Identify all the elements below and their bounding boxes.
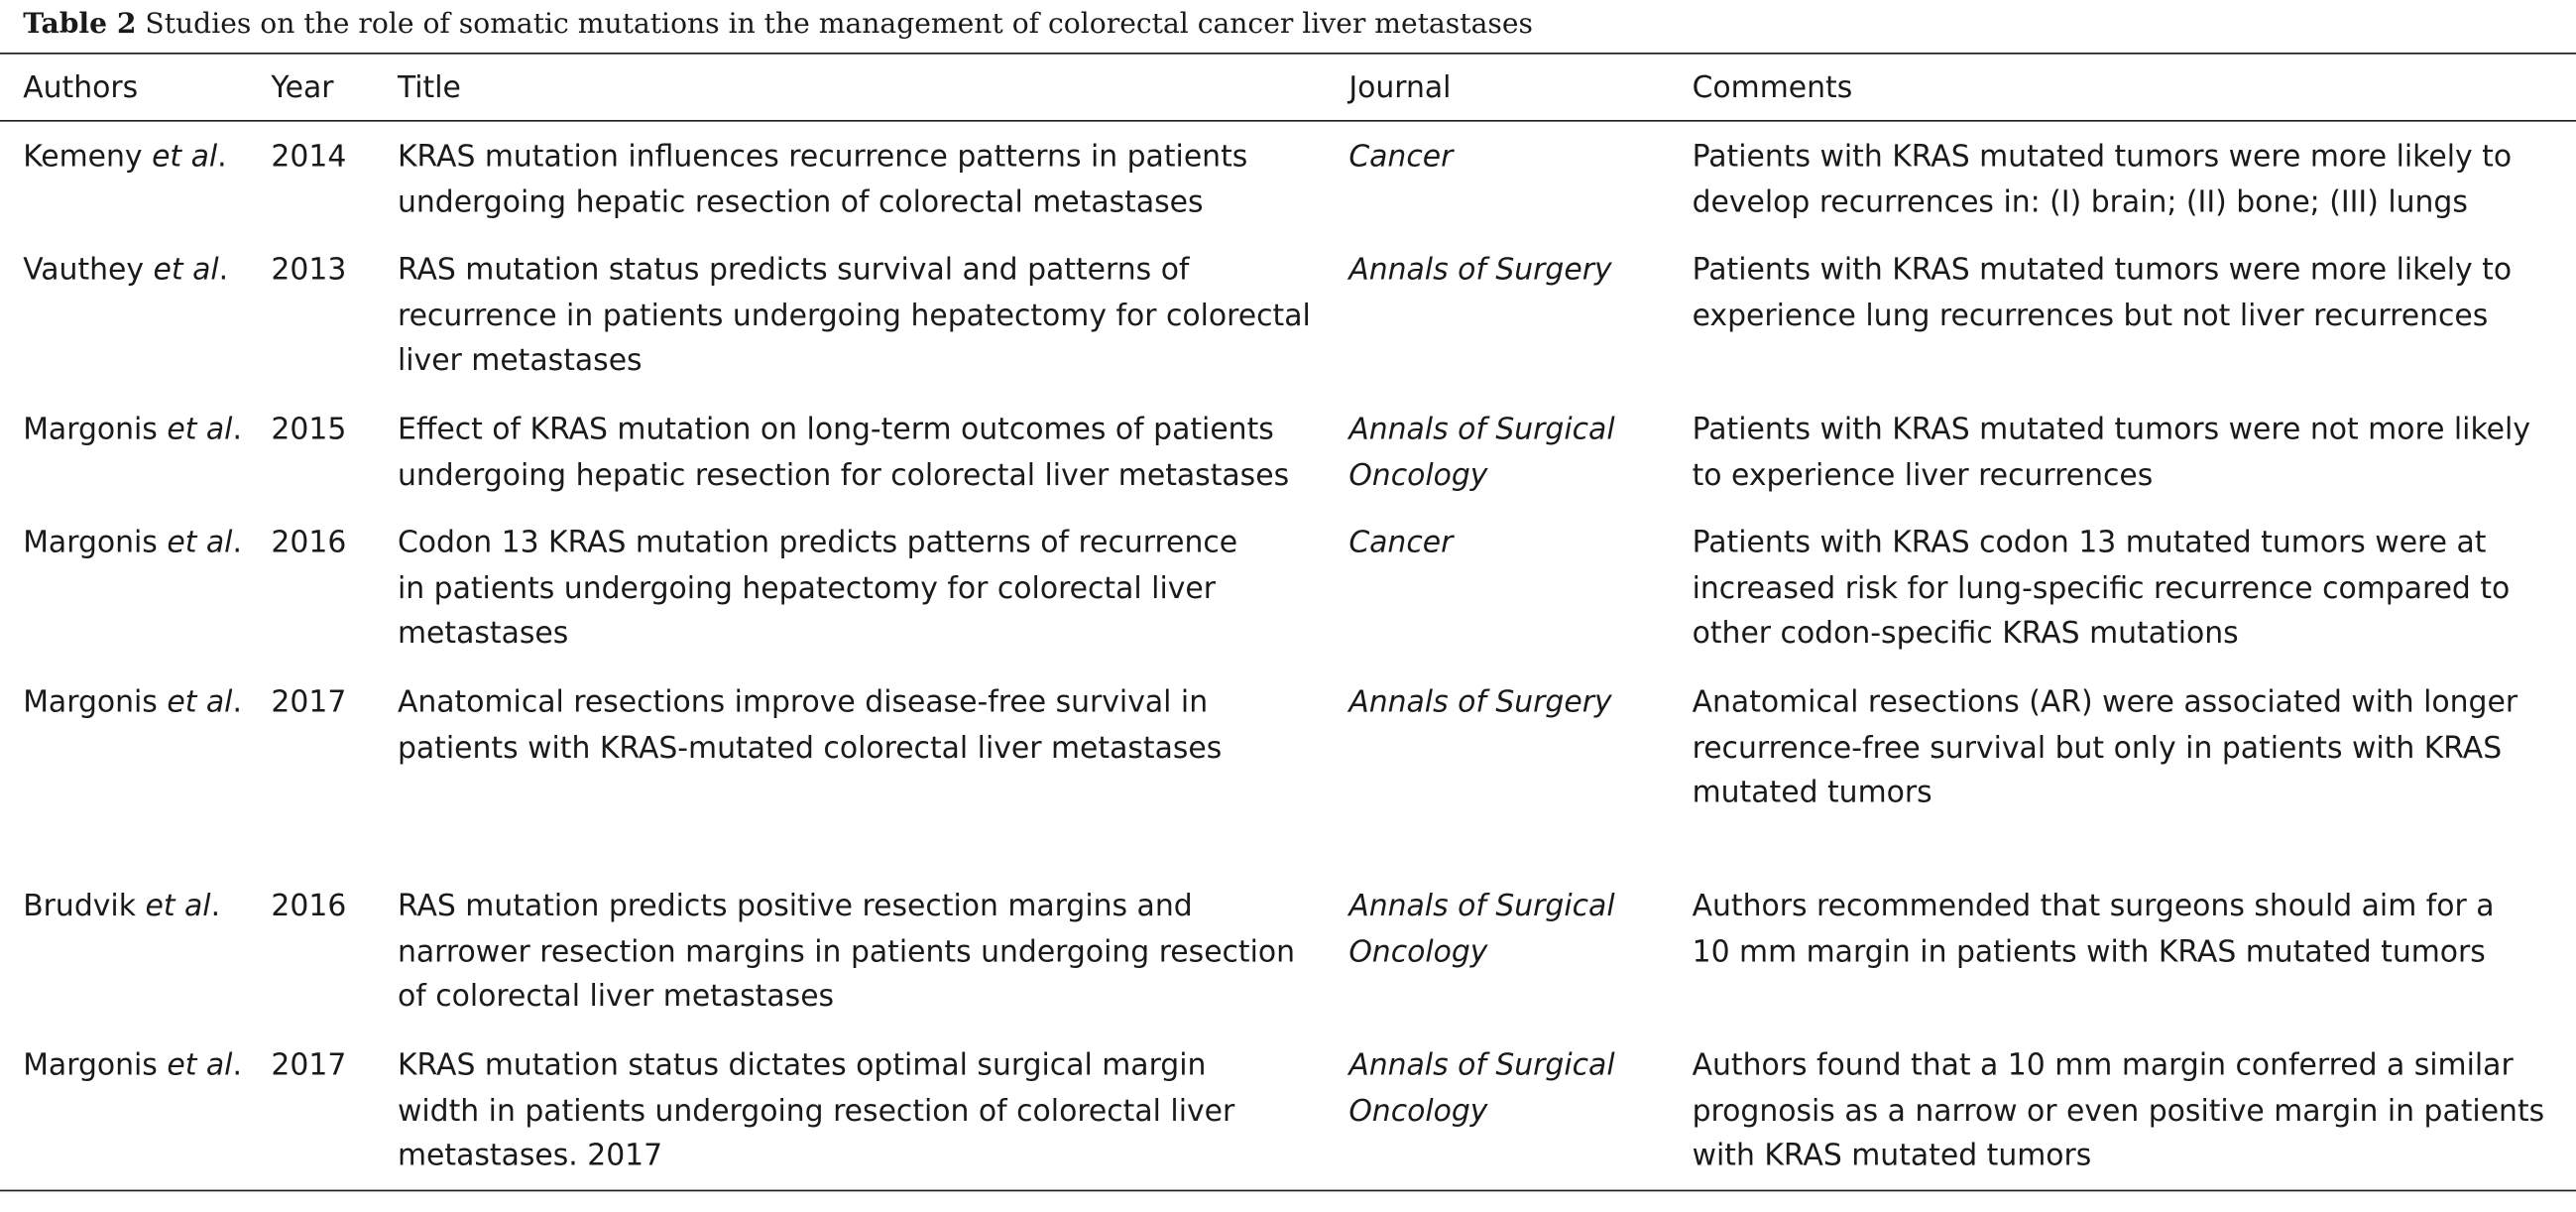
author-etal: et al: [152, 139, 218, 175]
journal-cell: [1348, 1043, 1614, 1135]
journal-line: Annals of Surgical: [1348, 889, 1615, 924]
year-cell: [271, 884, 346, 929]
comments-cell: [1693, 248, 2512, 339]
comment-line: develop recurrences in: (I) brain; (II) bone; (III) lungs: [1692, 184, 2468, 220]
year-cell: [271, 680, 346, 726]
author-etal: et al: [167, 526, 233, 561]
author-etal: et al: [153, 253, 219, 288]
comment-line: Authors recommended that surgeons should aim for a: [1692, 889, 2495, 924]
journal-cell: [1348, 521, 1453, 566]
journal-line: Annals of Surgical: [1348, 412, 1615, 447]
year-value: 2016: [271, 889, 347, 924]
comment-line: other codon-specific KRAS mutations: [1692, 617, 2239, 652]
comment-line: prognosis as a narrow or even positive margin in patients: [1692, 1094, 2545, 1129]
comments-cell: [1693, 408, 2530, 499]
table-caption-label: Table 2: [23, 8, 137, 42]
journal-line: Oncology: [1348, 1094, 1488, 1129]
header-title: Title: [397, 70, 461, 106]
year-value: 2014: [271, 139, 347, 175]
title-cell: [398, 1043, 1234, 1180]
title-line: Effect of KRAS mutation on long-term outcomes of patients: [397, 412, 1274, 447]
author-name: Vauthey: [23, 253, 145, 288]
bottom-rule: [0, 1190, 2576, 1192]
top-rule: [0, 53, 2576, 55]
year-value: 2015: [271, 412, 347, 447]
title-cell: [398, 248, 1311, 385]
title-line: Codon 13 KRAS mutation predicts patterns of recurrence: [397, 526, 1238, 561]
table-caption: [23, 8, 1533, 41]
title-line: undergoing hepatic resection of colorectal metastases: [397, 184, 1204, 220]
author-etal: et al: [167, 1048, 233, 1083]
title-line: patients with KRAS-mutated colorectal liver metastases: [397, 730, 1223, 766]
author-etal: et al: [145, 889, 211, 924]
author-cell: Margonis et al.: [23, 684, 242, 720]
comment-line: with KRAS mutated tumors: [1692, 1139, 2092, 1174]
comment-line: experience lung recurrences but not liver recurrences: [1692, 299, 2489, 333]
year-value: 2016: [271, 526, 347, 561]
comments-cell: [1693, 884, 2495, 975]
title-line: liver metastases: [397, 343, 643, 379]
comment-line: Authors found that a 10 mm margin conferred a similar: [1692, 1048, 2514, 1083]
title-line: KRAS mutation status dictates optimal surgical margin: [397, 1048, 1207, 1083]
author-cell: Margonis et al.: [23, 1048, 242, 1083]
journal-cell: [1348, 248, 1611, 294]
journal-line: Annals of Surgical: [1348, 1048, 1615, 1083]
title-cell: [398, 680, 1222, 772]
title-line: narrower resection margins in patients undergoing resection: [397, 934, 1296, 970]
author-name: Margonis: [23, 684, 158, 720]
journal-cell: [1348, 884, 1614, 975]
author-cell: Kemeny et al.: [23, 139, 227, 175]
title-line: in patients undergoing hepatectomy for colorectal liver: [397, 571, 1217, 606]
year-cell: [271, 408, 346, 453]
table-caption-text: Studies on the role of somatic mutations in the management of colorectal cancer liver metastases: [145, 8, 1533, 42]
journal-line: Annals of Surgery: [1348, 253, 1612, 288]
title-cell: [398, 884, 1295, 1021]
title-line: metastases: [397, 617, 569, 652]
journal-cell: [1348, 408, 1614, 499]
author-name: Kemeny: [23, 139, 143, 175]
comments-cell: [1693, 135, 2512, 226]
author-name: Margonis: [23, 526, 158, 561]
comment-line: Patients with KRAS codon 13 mutated tumors were at: [1692, 526, 2487, 561]
header-comments: Comments: [1692, 70, 1853, 106]
header-rule: [0, 120, 2576, 122]
year-cell: [271, 521, 346, 566]
title-cell: [398, 521, 1237, 658]
journal-line: Cancer: [1348, 526, 1454, 561]
comment-line: Anatomical resections (AR) were associated with longer: [1692, 684, 2518, 720]
title-line: undergoing hepatic resection for colorectal liver metastases: [397, 457, 1290, 493]
comments-cell: [1693, 521, 2511, 658]
comment-line: mutated tumors: [1692, 776, 1932, 811]
title-line: metastases. 2017: [397, 1139, 663, 1174]
journal-cell: [1348, 680, 1611, 726]
title-line: RAS mutation status predicts survival and patterns of: [397, 253, 1190, 288]
comments-cell: [1693, 1043, 2545, 1180]
header-journal: Journal: [1348, 70, 1452, 106]
year-cell: [271, 248, 346, 294]
comment-line: Patients with KRAS mutated tumors were more likely to: [1692, 253, 2513, 288]
comment-line: 10 mm margin in patients with KRAS mutated tumors: [1692, 934, 2486, 970]
author-etal: et al: [167, 684, 233, 720]
header-authors: Authors: [23, 70, 139, 106]
author-cell: Vauthey et al.: [23, 253, 229, 288]
year-value: 2017: [271, 684, 347, 720]
comment-line: increased risk for lung-specific recurrence compared to: [1692, 571, 2511, 606]
title-line: recurrence in patients undergoing hepatectomy for colorectal: [397, 299, 1311, 333]
title-line: of colorectal liver metastases: [397, 980, 835, 1015]
title-line: KRAS mutation influences recurrence patterns in patients: [397, 139, 1248, 175]
title-cell: [398, 135, 1247, 226]
author-etal: et al: [167, 412, 233, 447]
journal-cell: [1348, 135, 1453, 181]
journal-line: Annals of Surgery: [1348, 684, 1612, 720]
author-cell: Margonis et al.: [23, 412, 242, 447]
year-cell: [271, 1043, 346, 1089]
comment-line: to experience liver recurrences: [1692, 457, 2154, 493]
title-line: RAS mutation predicts positive resection margins and: [397, 889, 1193, 924]
title-line: width in patients undergoing resection of colorectal liver: [397, 1094, 1235, 1129]
comments-cell: [1693, 680, 2517, 817]
journal-line: Oncology: [1348, 457, 1488, 493]
author-name: Margonis: [23, 1048, 158, 1083]
header-year: Year: [271, 70, 334, 106]
author-cell: Brudvik et al.: [23, 889, 221, 924]
author-name: Brudvik: [23, 889, 136, 924]
title-cell: [398, 408, 1289, 499]
year-value: 2013: [271, 253, 347, 288]
year-value: 2017: [271, 1048, 347, 1083]
comment-line: recurrence-free survival but only in patients with KRAS: [1692, 730, 2503, 766]
comment-line: Patients with KRAS mutated tumors were more likely to: [1692, 139, 2513, 175]
comment-line: Patients with KRAS mutated tumors were not more likely: [1692, 412, 2530, 447]
author-name: Margonis: [23, 412, 158, 447]
author-cell: Margonis et al.: [23, 526, 242, 561]
journal-line: Cancer: [1348, 139, 1454, 175]
year-cell: [271, 135, 346, 181]
journal-line: Oncology: [1348, 934, 1488, 970]
title-line: Anatomical resections improve disease-free survival in: [397, 684, 1209, 720]
